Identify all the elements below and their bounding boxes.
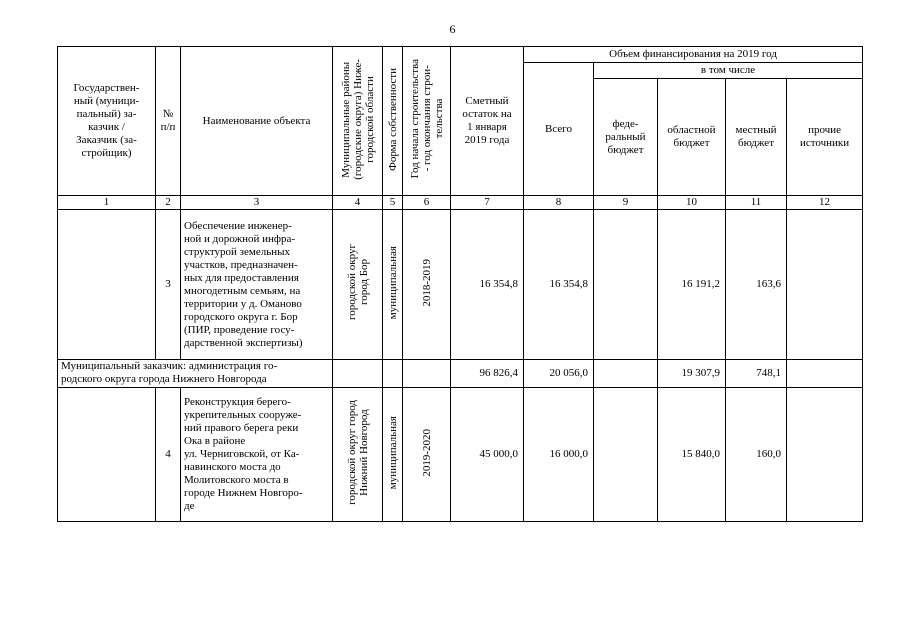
row3-name: Обеспечение инженер- ной и дорожной инфра- структурой земельных участков, предназначен- ных для предоставления многодетным семьям, на территории у д. Оманово городского округа г. Бор (ПИР, проведение госу- дарственной экспертизы) <box>181 210 333 360</box>
row4-customer <box>58 388 156 522</box>
header-customer: Государствен- ный (муници- пальный) за- казчик / Заказчик (за- стройщик) <box>58 47 156 196</box>
row4-num: 4 <box>156 388 181 522</box>
row4-total: 16 000,0 <box>524 388 594 522</box>
subtotal-federal <box>594 360 658 388</box>
row4-federal <box>594 388 658 522</box>
row4-name: Реконструкция берего- укрепительных сооруже- ний правого берега реки Ока в районе ул. Черниговской, от Ка- навинского моста до Молитовского моста в городе Нижнем Новгоро- де <box>181 388 333 522</box>
column-numbers-row <box>58 196 863 210</box>
subtotal-row <box>58 360 863 388</box>
col-number: 9 <box>594 196 658 210</box>
row4-local: 160,0 <box>726 388 787 522</box>
header-object-name: Наименование объекта <box>181 47 333 196</box>
subtotal-years <box>403 360 451 388</box>
row3-local: 163,6 <box>726 210 787 360</box>
header-num: № п/п <box>156 47 181 196</box>
header-funding: Объем финансирования на 2019 год <box>524 47 863 63</box>
header-years: Год начала строительства - год окончания строи- тельства <box>403 47 451 196</box>
col-number: 10 <box>658 196 726 210</box>
row3-customer <box>58 210 156 360</box>
col-number: 7 <box>451 196 524 210</box>
header-including: в том числе <box>594 63 863 79</box>
subtotal-ownership <box>383 360 403 388</box>
row3-district: городской округ город Бор <box>333 210 383 360</box>
header-local: местный бюджет <box>726 79 787 196</box>
row4-balance: 45 000,0 <box>451 388 524 522</box>
row3-other <box>787 210 863 360</box>
col-number: 8 <box>524 196 594 210</box>
header-balance: Сметный остаток на 1 января 2019 года <box>451 47 524 196</box>
row4-other <box>787 388 863 522</box>
col-number: 3 <box>181 196 333 210</box>
row4-district: городской округ город Нижний Новгород <box>333 388 383 522</box>
col-number: 4 <box>333 196 383 210</box>
page-number: 6 <box>449 22 456 36</box>
subtotal-total: 20 056,0 <box>524 360 594 388</box>
row3-ownership: муниципальная <box>383 210 403 360</box>
table-row <box>58 388 863 522</box>
header-federal: феде- ральный бюджет <box>594 79 658 196</box>
col-number: 12 <box>787 196 863 210</box>
subtotal-label: Муниципальный заказчик: администрация го- родского округа города Нижнего Новгорода <box>58 360 333 388</box>
header-districts: Муниципальные районы (городские округа) Ниже- городской области <box>333 47 383 196</box>
subtotal-other <box>787 360 863 388</box>
col-number: 6 <box>403 196 451 210</box>
row3-num: 3 <box>156 210 181 360</box>
subtotal-district <box>333 360 383 388</box>
row3-total: 16 354,8 <box>524 210 594 360</box>
row3-regional: 16 191,2 <box>658 210 726 360</box>
row4-ownership: муниципальная <box>383 388 403 522</box>
table-row <box>58 210 863 360</box>
subtotal-regional: 19 307,9 <box>658 360 726 388</box>
header-other: прочие источники <box>787 79 863 196</box>
col-number: 1 <box>58 196 156 210</box>
financing-table <box>57 46 863 522</box>
row4-regional: 15 840,0 <box>658 388 726 522</box>
subtotal-balance: 96 826,4 <box>451 360 524 388</box>
header-total: Всего <box>524 63 594 196</box>
col-number: 2 <box>156 196 181 210</box>
row4-years: 2019-2020 <box>403 388 451 522</box>
header-regional: областной бюджет <box>658 79 726 196</box>
col-number: 5 <box>383 196 403 210</box>
col-number: 11 <box>726 196 787 210</box>
row3-years: 2018-2019 <box>403 210 451 360</box>
row3-federal <box>594 210 658 360</box>
subtotal-local: 748,1 <box>726 360 787 388</box>
header-ownership: Форма собственности <box>383 47 403 196</box>
row3-balance: 16 354,8 <box>451 210 524 360</box>
